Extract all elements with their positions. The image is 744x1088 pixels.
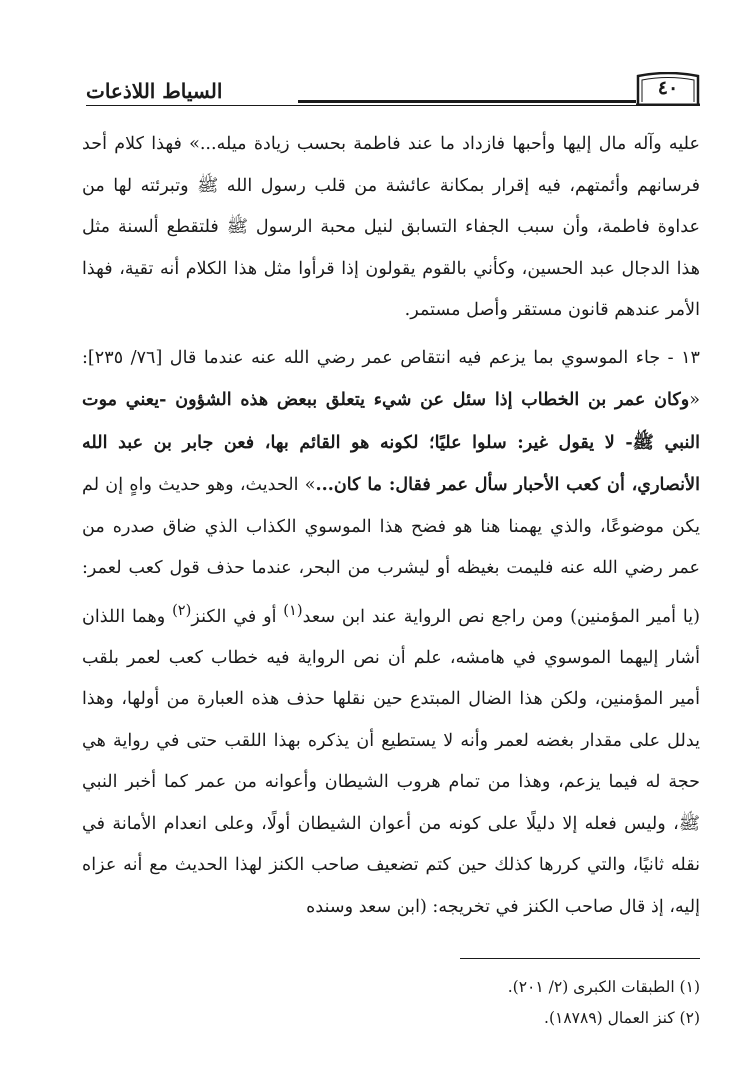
paragraph-2-rest-b: أو في الكنز <box>191 606 284 627</box>
footnote-ref-1: (١) <box>283 601 303 619</box>
page-number: ٤٠ <box>657 77 679 99</box>
running-title: السياط اللاذعات <box>86 79 223 103</box>
footnote-1: (١) الطبقات الكبرى (٢/ ٢٠١). <box>507 978 700 996</box>
paragraph-1-line-5: قانون مستقر وأصل مستمر. <box>404 300 609 320</box>
body-text <box>82 124 700 928</box>
footnote-ref-2: (٢) <box>172 601 192 619</box>
header-rule-thin <box>86 105 636 106</box>
footnotes <box>82 972 700 1034</box>
footnote-2: (٢) كنز العمال (١٨٧٨٩). <box>544 1009 700 1027</box>
paragraph-2-rest-a: » الحديث، وهو حديث واهٍ إن لم يكن موضوعًا، والذي يهمنا هنا هو فضح هذا الموسوي الكذاب الذي ضاق صدره من عمر رضي الله عنه فليمت بغيظه أو ليشرب من البحر، عندما حذف قول كعب لعمر: (يا أمير المؤمنين) ومن راجع نص الرواية عند ابن سعد <box>82 475 701 627</box>
paragraph-2-start: ١٣ - جاء الموسوي بما يزعم فيه انتقاص عمر رضي الله عنه عندما قال [٧٦/ ٢٣٥]: « <box>82 347 700 410</box>
paragraph-2 <box>82 338 700 929</box>
paragraph-1-line-4: عبد الحسين، وكأني بالقوم يقولون إذا قرأوا مثل هذا الكلام أنه تقية، فهذا الأمر عندهم <box>82 258 700 320</box>
paragraph-2-rest-c: وهما اللذان أشار إليهما الموسوي في هامشه، علم أن نص الرواية فيه خطاب كعب لعمر بلقب أمير المؤمنين، ولكن هذا الضال المبتدع حين نقلها حذف هذه العبارة من أولها، وهذا يدلل على مقدار بغضه لعمر وأنه لا يستطيع أن يذكره بهذا اللقب حتى في رواية هي حجة له فيما يزعم، وهذا من تمام هروب الشيطان وأعوانه من عمر كما أخبر النبي ﷺ، وليس فعله إلا دليلًا على كونه من أعوان الشيطان أولًا، وعلى انعدام الأمانة في نقله ثانيًا، والتي كررها كذلك حين كتم تضعيف صاحب الكنز لهذا الحديث مع أنه عزاه إليه، إذ قال صاحب الكنز في تخريجه: (ابن سعد وسنده <box>82 606 700 917</box>
page-header <box>86 72 700 106</box>
footnote-rule <box>460 958 700 959</box>
header-rule <box>298 100 636 103</box>
page-number-frame <box>636 72 700 106</box>
paragraph-1 <box>82 124 700 332</box>
paragraph-1-line-3: فاطمة، وأن سبب الجفاء التسابق لنيل محبة الرسول ﷺ فلتقطع ألسنة مثل هذا الدجال <box>82 217 701 279</box>
paragraph-1-line-2: فرسانهم وأئمتهم، فيه إقرار بمكانة عائشة من قلب رسول الله ﷺ وتبرئته لها من عداوة <box>82 175 700 237</box>
quoted-bold-text: وكان عمر بن الخطاب إذا سئل عن شيء يتعلق ببعض هذه الشؤون -يعني موت النبي ﷺ- لا يقول غير: سلوا عليًا؛ لكونه هو القائم بها، فعن جابر بن عبد الله الأنصاري، أن كعب الأحبار سأل عمر فقال: ما كان... <box>82 389 700 495</box>
paragraph-1-line-1: عليه وآله مال إليها وأحبها فازداد ما عند فاطمة بحسب زيادة ميله...» فهذا كلام أحد <box>82 134 700 154</box>
